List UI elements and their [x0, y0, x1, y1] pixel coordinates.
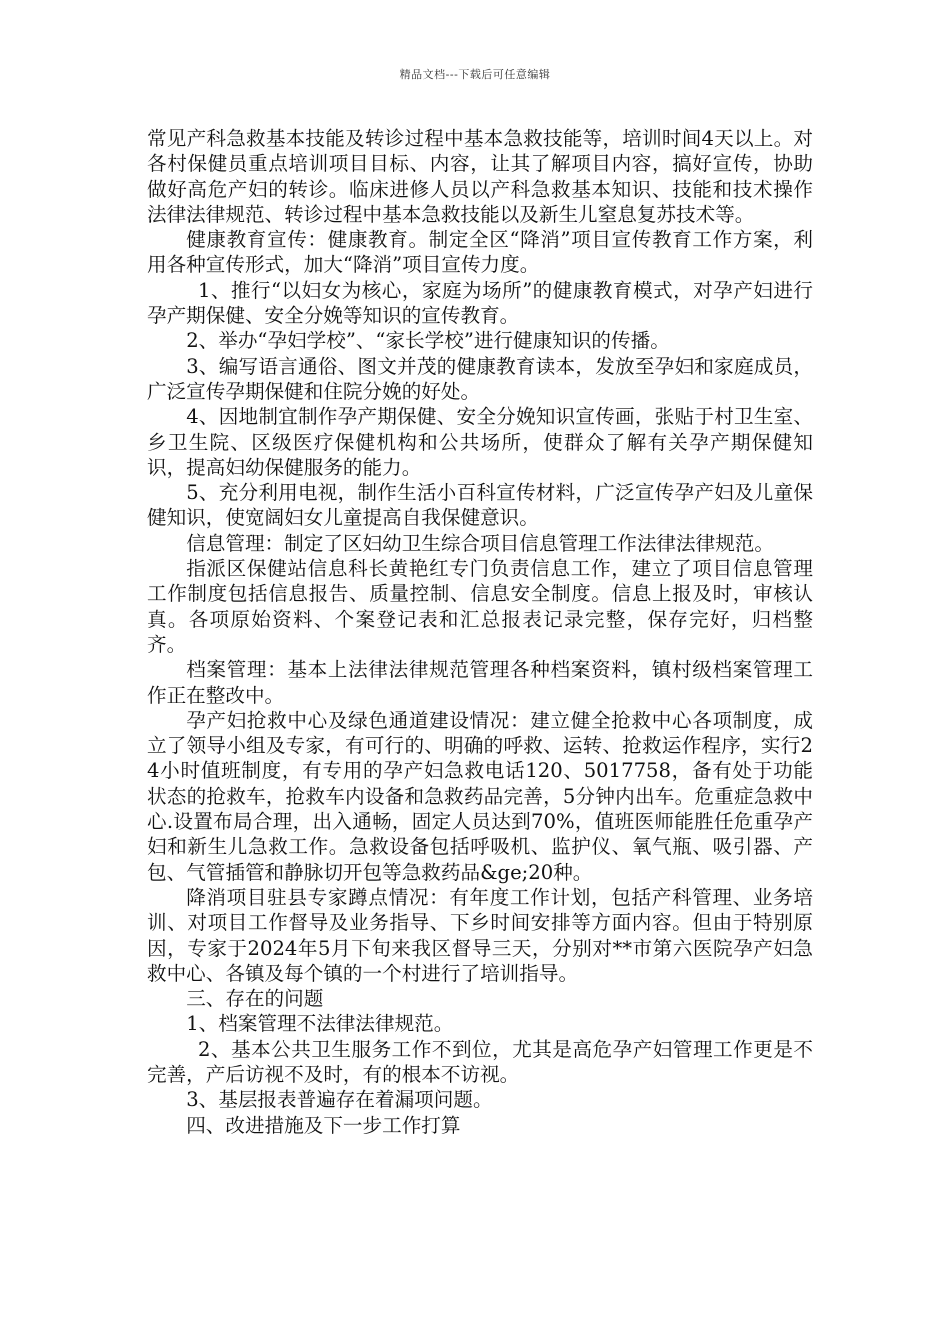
list-item-4: 4、因地制宜制作孕产期保健、安全分娩知识宣传画，张贴于村卫生室、乡卫生院、区级医疗保健机构和公共场所，使群众了解有关孕产期保健知识，提高妇幼保健服务的能力。: [147, 405, 813, 479]
paragraph-health-education: 健康教育宣传：健康教育。制定全区“降消”项目宣传教育工作方案，利用各种宣传形式，加大“降消”项目宣传力度。: [147, 228, 813, 277]
paragraph-training: 常见产科急救基本技能及转诊过程中基本急救技能等，培训时间4天以上。对各村保健员重点培训项目目标、内容，让其了解项目内容，搞好宣传，协助做好高危产妇的转诊。临床进修人员以产科急救基本知识、技能和技术操作法律法律规范、转诊过程中基本急救技能以及新生儿窒息复苏技术等。: [147, 127, 813, 226]
paragraph-archive-management: 档案管理：基本上法律法律规范管理各种档案资料，镇村级档案管理工作正在整改中。: [147, 658, 813, 707]
list-item-5: 5、充分利用电视，制作生活小百科宣传材料，广泛宣传孕产妇及儿童保健知识，使宽阔妇女儿童提高自我保健意识。: [147, 481, 813, 530]
list-item-2: 2、举办“孕妇学校”、“家长学校”进行健康知识的传播。: [186, 329, 670, 353]
page-header: 精品文档---下载后可任意编辑: [399, 68, 551, 81]
list-item-3: 3、编写语言通俗、图文并茂的健康教育读本，发放至孕妇和家庭成员，广泛宣传孕期保健和住院分娩的好处。: [147, 354, 813, 403]
paragraph-expert-visit: 降消项目驻县专家蹲点情况：有年度工作计划，包括产科管理、业务培训、对项目工作督导及业务指导、下乡时间安排等方面内容。但由于特别原因，专家于2024年5月下旬来我区督导三天，分别对**市第六医院孕产妇急救中心、各镇及每个镇的一个村进行了培训指导。: [147, 885, 813, 985]
paragraph-information-management: 信息管理：制定了区妇幼卫生综合项目信息管理工作法律法律规范。: [186, 531, 774, 555]
section-heading-improvements: 四、改进措施及下一步工作打算: [186, 1113, 461, 1137]
paragraph-information-staff: 指派区保健站信息科长黄艳红专门负责信息工作，建立了项目信息管理工作制度包括信息报告、质量控制、信息安全制度。信息上报及时，审核认真。各项原始资料、个案登记表和汇总报表记录完整，保存完好，归档整齐。: [147, 557, 813, 656]
document-body: [147, 126, 813, 1138]
paragraph-rescue-center: 孕产妇抢救中心及绿色通道建设情况：建立健全抢救中心各项制度，成立了领导小组及专家，有可行的、明确的呼救、运转、抢救运作程序，实行24小时值班制度，有专用的孕产妇急救电话120、5017758，备有处于功能状态的抢救车，抢救车内设备和急救药品完善，5分钟内出车。危重症急救中心.设置布局合理，出入通畅，固定人员达到70%，值班医师能胜任危重孕产妇和新生儿急救工作。急救设备包括呼吸机、监护仪、氧气瓶、吸引器、产包、气管插管和静脉切开包等急救药品&ge;20种。: [147, 708, 813, 884]
list-item-1: 1、推行“以妇女为核心，家庭为场所”的健康教育模式，对孕产妇进行孕产期保健、安全分娩等知识的宣传教育。: [147, 278, 813, 328]
problem-item-3: 3、基层报表普遍存在着漏项问题。: [186, 1088, 493, 1112]
problem-item-1: 1、档案管理不法律法律规范。: [186, 1012, 454, 1036]
problem-item-2: 2、基本公共卫生服务工作不到位，尤其是高危孕产妇管理工作更是不完善，产后访视不及时，有的根本不访视。: [147, 1037, 813, 1086]
section-heading-problems: 三、存在的问题: [186, 987, 324, 1011]
